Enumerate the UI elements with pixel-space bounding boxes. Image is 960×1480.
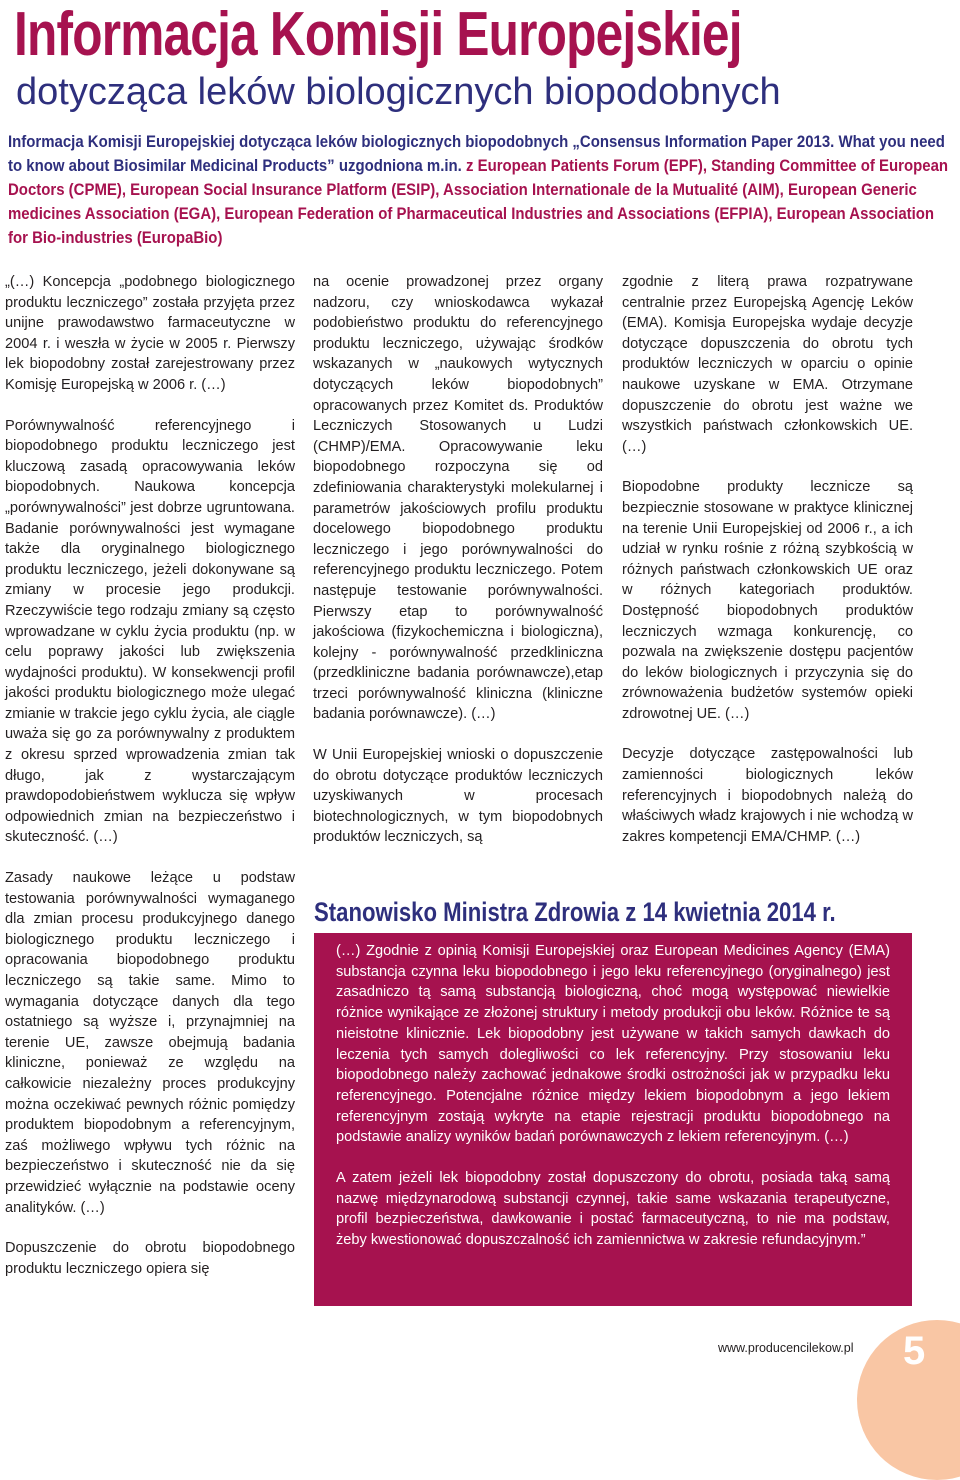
- footer-url: www.producencilekow.pl: [718, 1341, 854, 1355]
- col1-paragraph-3: Zasady naukowe leżące u podstaw testowania porównywalności wymaganego dla zmian procesu produkcyjnego danego biologicznego produktu leczniczego i opracowania biopodobnego produktu leczniczego są takie same. Mimo to wymagania dotyczące danych dla tego ostatniego są wyższe i, przynajmniej na terenie UE, zawsze obejmują badania kliniczne, ponieważ ze względu na całkowicie niezależny proces produkcyjny można oczekiwać pewnych różnic pomiędzy produktem biopodobnym a referencyjnym, zaś możliwego wpływu tych różnic na bezpieczeństwo i skuteczność nie da się przewidzieć wyłącznie na podstawie oceny analityków. (…): [5, 870, 295, 1216]
- col2-paragraph-1: na ocenie prowadzonej przez organy nadzoru, czy wnioskodawca wykazał podobieństwo produktu do referencyjnego produktu leczniczego, używając środków wskazanych w „naukowych wytycznych dotyczących leków biopodobnych” opracowanych przez Komitet ds. Produktów Leczniczych Stosowanych u Ludzi (CHMP)/EMA. Opracowywanie leku biopodobnego rozpoczyna się od zdefiniowania charakterystyki molekularnej i parametrów jakościowych profilu produktu docelowego biopodobnego produktu leczniczego i jego porównywalności do referencyjnego produktu leczniczego. Potem następuje testowanie porównywalności. Pierwszy etap to porównywalność jakościowa (fizykochemiczna i biologiczna), kolejny - porównywalność przedkliniczna (przedkliniczne badania porównawcze),etap trzeci porównywalność kliniczna (kliniczne badania porównawcze). (…): [313, 274, 603, 723]
- col3-paragraph-3: Decyzje dotyczące zastępowalności lub zamienności biologicznych leków referencyjnych i biopodobnych należą do właściwych władz krajowych i nie wchodzą w zakres kompetencji EMA/CHMP. (…): [622, 746, 913, 845]
- intro-paragraph: [8, 130, 954, 250]
- col3-paragraph-2: Biopodobne produkty lecznicze są bezpiecznie stosowane w praktyce klinicznej na terenie Unii Europejskiej od 2006 r., a ich udział w rynku rośnie z różną szybkością w różnych państwach członkowskich UE oraz w różnych kategoriach produktów. Dostępność biopodobnych produktów leczniczych wzmaga konkurencję, co pozwala na zwiększenie dostępu pacjentów do leków biologicznych i przyczynia się do zrównoważenia budżetów systemów opieki zdrowotnej UE. (…): [622, 479, 913, 722]
- page-title: Informacja Komisji Europejskiej: [14, 0, 742, 69]
- page-subtitle: dotycząca leków biologicznych biopodobnych: [16, 71, 781, 113]
- page-number: 5: [903, 1329, 926, 1373]
- quote-paragraph-2: A zatem jeżeli lek biopodobny został dopuszczony do obrotu, posiada taką samą nazwę międzynarodową substancji czynnej, takie same wskazania terapeutyczne, profil bezpieczeństwa, dawkowanie i postać farmaceutyczną, to nie ma podstaw, żeby kwestionować dopuszczalność ich zamiennictwa w zakresie refundacyjnym.”: [336, 1170, 890, 1249]
- column-2: [313, 272, 603, 868]
- quote-box: [314, 933, 912, 1306]
- col1-paragraph-2: Porównywalność referencyjnego i biopodobnego produktu leczniczego jest kluczową zasadą opracowywania leków biopodobnych. Naukowa koncepcja „porównywalności” jest dobrze ugruntowana. Badanie porównywalności jest wymagane także dla oryginalnego biologicznego produktu leczniczego, jeżeli dokonywane są zmiany w procesie jego produkcji. Rzeczywiście tego rodzaju zmiany są często wprowadzane w cyklu życia produktu (np. w celu poprawy jakości lub zwiększenia wydajności produktu). W konsekwencji profil jakości produktu biologicznego może ulegać zmianie w trakcie jego cyklu życia, ale ciągle uważa się go za porównywalny z produktem z okresu sprzed wprowadzenia zmian tak długo, jak z wystarczającym prawdopodobieństwem wyklucza się wpływ odpowiednich zmian na bezpieczeństwo i skuteczność. (…): [5, 417, 295, 846]
- column-3: [622, 272, 913, 867]
- col3-paragraph-1: zgodnie z literą prawa rozpatrywane centralnie przez Europejską Agencję Leków (EMA). Komisja Europejska wydaje decyzje dotyczące dopuszczenia do obrotu tych produktów leczniczych w oparciu o opinie naukowe uzyskane w EMA. Otrzymane dopuszczenie do obrotu jest ważne we wszystkich państwach członkowskich UE. (…): [622, 274, 913, 455]
- quote-paragraph-1: (…) Zgodnie z opinią Komisji Europejskiej oraz European Medicines Agency (EMA) substancja czynna leku biopodobnego i jego leku referencyjnego (oryginalnego) jest zasadniczo tą samą substancją biologiczną, choć mogą występować niewielkie różnice wynikające ze złożonej struktury i metody produkcji obu leków. Różnice te są nieistotne klinicznie. Lek biopodobny jest używane w takich samych dawkach do leczenia tych samych dolegliwości co lek referencyjny. Przy stosowaniu leku biopodobnego należy zachować jednakowe środki ostrożności jak w przypadku leku referencyjnego. Potencjalne różnice między lekiem biopodobnym a jego lekiem referencyjnym zostają wykryte na etapie rejestracji produktu biopodobnego na podstawie analizy wyników badań porównawczych z lekiem referencyjnym. (…): [336, 943, 890, 1146]
- column-1: [5, 272, 295, 1299]
- col1-paragraph-4: Dopuszczenie do obrotu biopodobnego produktu leczniczego opiera się: [5, 1240, 295, 1277]
- section-heading: Stanowisko Ministra Zdrowia z 14 kwietnia 2014 r.: [314, 897, 836, 927]
- intro-part-1: Informacja Komisji Europejskiej dotycząca leków biologicznych biopodobnych „Consensus Information Paper 2013. What you need to know about Biosimilar Medicinal Products” uzgodniona m.in.: [8, 132, 945, 175]
- col2-paragraph-2: W Unii Europejskiej wnioski o dopuszczenie do obrotu dotyczące produktów leczniczych uzyskiwanych w procesach biotechnologicznych, w tym biopodobnych produktów leczniczych, są: [313, 747, 603, 846]
- intro-part-2: z European Patients Forum (EPF), Standing Committee of European Doctors (CPME), European Social Insurance Platform (ESIP), Association Internationale de la Mutualité (AIM), European Generic medicines Association (EGA), European Federation of Pharmaceutical Industries and Associations (EFPIA), European Association for Bio-industries (EuropaBio): [8, 156, 949, 247]
- col1-paragraph-1: „(…) Koncepcja „podobnego biologicznego produktu leczniczego” została przyjęta przez unijne prawodawstwo farmaceutyczne w 2004 r. i weszła w życie w 2005 r. Pierwszy lek biopodobny został zarejestrowany przez Komisję Europejską w 2006 r. (…): [5, 274, 295, 393]
